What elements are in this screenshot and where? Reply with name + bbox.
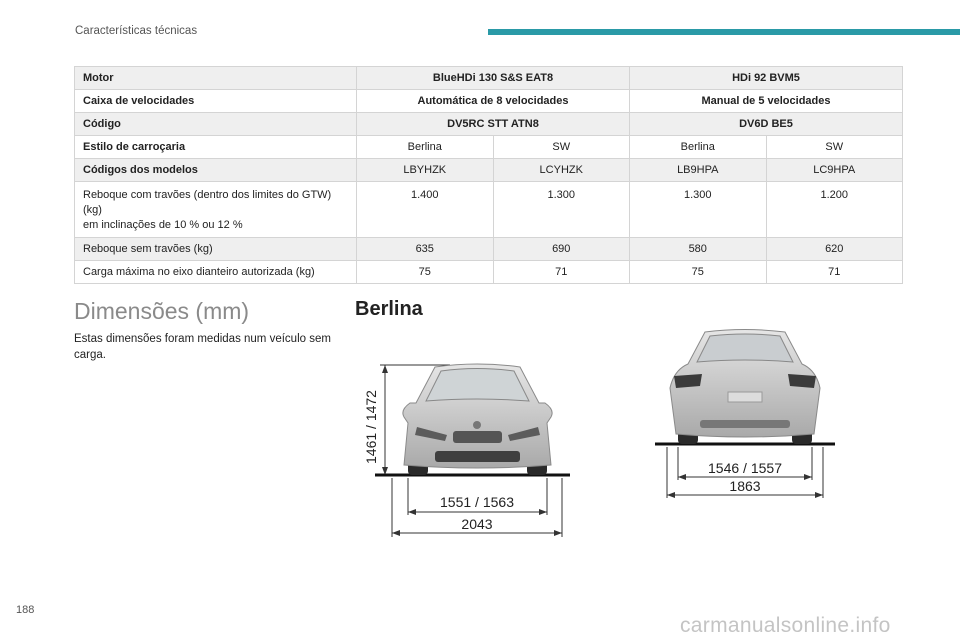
row-label: Estilo de carroçaria	[75, 136, 357, 159]
dimensions-intro: Estas dimensões foram medidas num veículo sem carga.	[74, 333, 331, 361]
table-cell: HDi 92 BVM5	[630, 67, 903, 90]
table-cell: 1.300	[630, 182, 767, 238]
front-width-label: 2043	[461, 516, 493, 532]
technical-specs-table	[74, 66, 903, 284]
table-cell: 580	[630, 238, 767, 261]
header-accent-bar	[488, 29, 960, 35]
rear-view-diagram	[650, 330, 840, 505]
table-row	[75, 238, 903, 261]
table-row	[75, 159, 903, 182]
table-row	[75, 261, 903, 284]
table-row	[75, 90, 903, 113]
page-number: 188	[16, 604, 35, 616]
row-label: Caixa de velocidades	[75, 90, 357, 113]
row-label: Carga máxima no eixo dianteiro autorizada (kg)	[75, 261, 357, 284]
table-cell: LC9HPA	[766, 159, 903, 182]
table-cell: SW	[766, 136, 903, 159]
table-cell: Automática de 8 velocidades	[357, 90, 630, 113]
rear-track-label: 1546 / 1557	[708, 460, 782, 476]
table-row	[75, 113, 903, 136]
table-cell: SW	[493, 136, 630, 159]
table-cell: 1.300	[493, 182, 630, 238]
table-cell: Berlina	[357, 136, 494, 159]
table-cell: 71	[493, 261, 630, 284]
table-row	[75, 67, 903, 90]
row-label: Códigos dos modelos	[75, 159, 357, 182]
table-cell: 690	[493, 238, 630, 261]
table-cell: 75	[357, 261, 494, 284]
row-label: Reboque com travões (dentro dos limites do GTW) (kg) em inclinações de 10 % ou 12 %	[75, 182, 357, 238]
front-view-diagram	[355, 355, 575, 545]
row-label: Motor	[75, 67, 357, 90]
table-cell: Berlina	[630, 136, 767, 159]
car-rear-image	[670, 330, 820, 445]
table-cell: 75	[630, 261, 767, 284]
section-header: Características técnicas	[75, 25, 198, 37]
row-label: Reboque sem travões (kg)	[75, 238, 357, 261]
table-cell: 635	[357, 238, 494, 261]
table-cell: 71	[766, 261, 903, 284]
table-cell: 1.400	[357, 182, 494, 238]
site-watermark: carmanualsonline.info	[680, 614, 891, 637]
table-cell: 620	[766, 238, 903, 261]
table-row	[75, 136, 903, 159]
table-cell: 1.200	[766, 182, 903, 238]
rear-width-label: 1863	[729, 478, 761, 494]
table-row	[75, 182, 903, 238]
table-cell: LCYHZK	[493, 159, 630, 182]
table-cell: Manual de 5 velocidades	[630, 90, 903, 113]
table-cell: DV6D BE5	[630, 113, 903, 136]
dimensions-title: Dimensões (mm)	[74, 298, 250, 324]
row-label: Código	[75, 113, 357, 136]
front-track-label: 1551 / 1563	[440, 494, 514, 510]
table-cell: LB9HPA	[630, 159, 767, 182]
front-height-label: 1461 / 1472	[363, 390, 379, 464]
table-cell: LBYHZK	[357, 159, 494, 182]
berlina-subtitle: Berlina	[355, 298, 423, 320]
table-cell: DV5RC STT ATN8	[357, 113, 630, 136]
car-front-image	[403, 364, 552, 475]
table-cell: BlueHDi 130 S&S EAT8	[357, 67, 630, 90]
